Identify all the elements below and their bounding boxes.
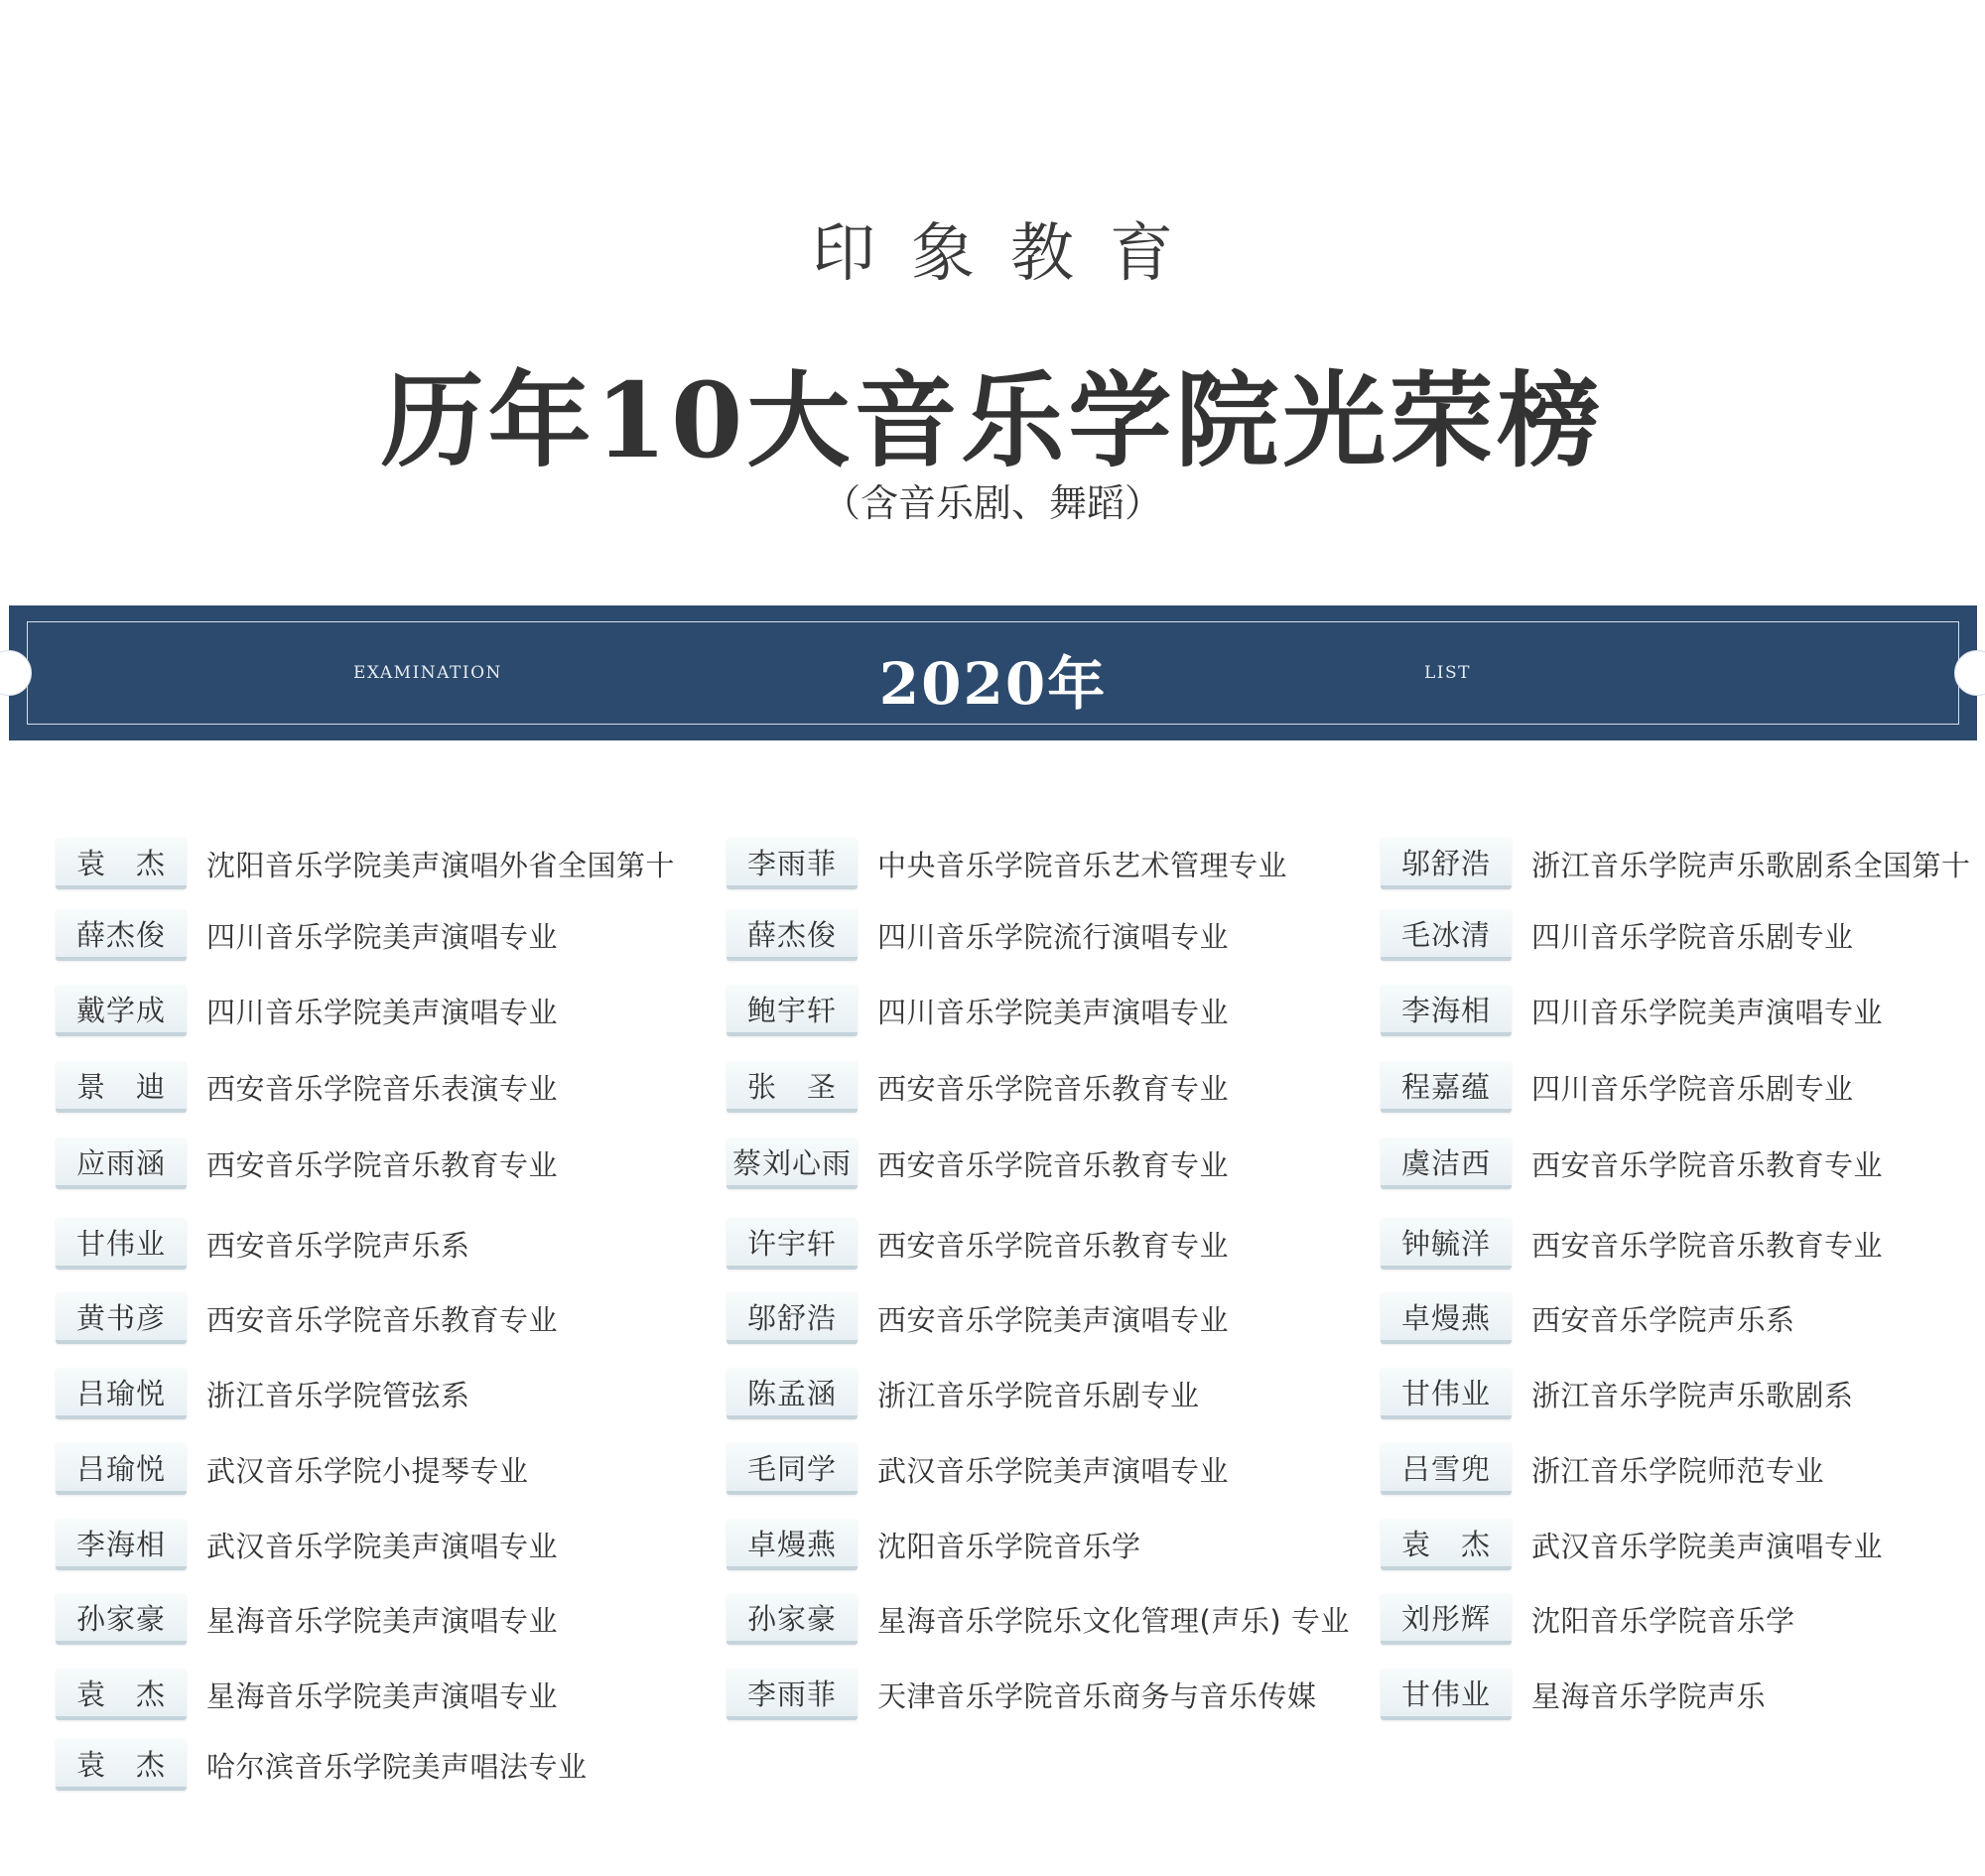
list-item	[1381, 1366, 1854, 1421]
student-name-tag: 刘彤辉	[1381, 1593, 1512, 1645]
admitted-school: 西安音乐学院美声演唱专业	[877, 1302, 1230, 1337]
student-name-tag: 毛同学	[727, 1443, 858, 1495]
list-item	[56, 1441, 529, 1497]
list-item	[56, 1517, 558, 1572]
student-name-tag: 李海相	[1381, 985, 1512, 1036]
banner-right-label: LIST	[1424, 663, 1471, 683]
student-name-tag: 孙家豪	[727, 1593, 858, 1645]
student-name-tag: 甘伟业	[1381, 1669, 1512, 1720]
admitted-school: 四川音乐学院流行演唱专业	[877, 919, 1230, 954]
student-name-tag: 邬舒浩	[1381, 838, 1512, 889]
student-name-tag: 邬舒浩	[727, 1292, 858, 1344]
list-item	[1381, 1216, 1883, 1272]
admitted-school: 武汉音乐学院美声演唱专业	[206, 1529, 559, 1563]
student-name-tag: 鲍宇轩	[727, 985, 858, 1036]
list-item	[1381, 1136, 1883, 1191]
admitted-school: 四川音乐学院音乐剧专业	[1531, 919, 1854, 954]
admitted-school: 天津音乐学院音乐商务与音乐传媒	[877, 1678, 1317, 1713]
student-name-tag: 蔡刘心雨	[727, 1138, 858, 1189]
admitted-school: 西安音乐学院音乐教育专业	[206, 1302, 559, 1337]
list-item	[1381, 836, 1971, 891]
list-item	[1381, 983, 1883, 1038]
list-item	[56, 1737, 588, 1793]
admitted-school: 武汉音乐学院美声演唱专业	[877, 1453, 1230, 1488]
list-item	[1381, 1059, 1854, 1115]
student-name-tag: 程嘉蕴	[1381, 1061, 1512, 1113]
student-name-tag: 卓熳燕	[727, 1519, 858, 1570]
student-name-tag: 陈孟涵	[727, 1368, 858, 1419]
admitted-school: 西安音乐学院音乐表演专业	[206, 1071, 559, 1106]
list-item	[727, 1136, 1229, 1191]
admitted-school: 西安音乐学院音乐教育专业	[877, 1147, 1230, 1182]
student-name-tag: 钟毓洋	[1381, 1218, 1512, 1270]
admitted-school: 星海音乐学院乐文化管理(声乐) 专业	[877, 1603, 1350, 1638]
list-item	[56, 1591, 558, 1647]
admitted-school: 沈阳音乐学院音乐学	[1531, 1603, 1795, 1638]
student-name-tag: 袁 杰	[56, 1669, 187, 1720]
list-item	[56, 1136, 558, 1191]
list-item	[727, 1517, 1141, 1572]
admitted-school: 西安音乐学院音乐教育专业	[206, 1147, 559, 1182]
list-item	[56, 836, 675, 891]
admitted-school: 武汉音乐学院美声演唱专业	[1531, 1529, 1884, 1563]
list-item	[727, 1441, 1229, 1497]
admitted-school: 星海音乐学院声乐	[1531, 1678, 1767, 1713]
list-item	[727, 1667, 1317, 1722]
student-name-tag: 吕瑜悦	[56, 1443, 187, 1495]
admitted-school: 星海音乐学院美声演唱专业	[206, 1603, 559, 1638]
admitted-school: 浙江音乐学院师范专业	[1531, 1453, 1825, 1488]
student-name-tag: 甘伟业	[56, 1218, 187, 1270]
admitted-school: 四川音乐学院美声演唱专业	[206, 919, 559, 954]
student-name-tag: 李雨菲	[727, 838, 858, 889]
student-name-tag: 许宇轩	[727, 1218, 858, 1270]
admitted-school: 哈尔滨音乐学院美声唱法专业	[206, 1749, 588, 1784]
list-item	[56, 907, 558, 963]
admitted-school: 浙江音乐学院音乐剧专业	[877, 1378, 1200, 1412]
list-item	[727, 907, 1229, 963]
banner-year: 2020年	[878, 650, 1108, 718]
list-item	[1381, 1290, 1795, 1346]
list-item	[1381, 1667, 1766, 1722]
admitted-school: 西安音乐学院音乐教育专业	[877, 1071, 1230, 1106]
list-item	[56, 1667, 558, 1722]
admitted-school: 西安音乐学院音乐教育专业	[1531, 1147, 1884, 1182]
list-item	[727, 1290, 1229, 1346]
student-name-tag: 张 圣	[727, 1061, 858, 1113]
list-item	[56, 983, 558, 1038]
student-name-tag: 薛杰俊	[56, 909, 187, 961]
student-name-tag: 甘伟业	[1381, 1368, 1512, 1419]
admitted-school: 西安音乐学院音乐教育专业	[877, 1228, 1230, 1263]
student-name-tag: 戴学成	[56, 985, 187, 1036]
admitted-school: 四川音乐学院音乐剧专业	[1531, 1071, 1854, 1106]
admitted-school: 武汉音乐学院小提琴专业	[206, 1453, 529, 1488]
student-name-tag: 李雨菲	[727, 1669, 858, 1720]
student-name-tag: 袁 杰	[56, 838, 187, 889]
brand-name: 印象教育	[812, 217, 1209, 291]
list-item	[56, 1216, 470, 1272]
list-item	[1381, 1591, 1795, 1647]
admitted-school: 沈阳音乐学院音乐学	[877, 1529, 1141, 1563]
admitted-school: 中央音乐学院音乐艺术管理专业	[877, 848, 1288, 882]
admitted-school: 西安音乐学院声乐系	[206, 1228, 470, 1263]
list-item	[56, 1366, 470, 1421]
list-item	[56, 1059, 558, 1115]
student-name-tag: 吕瑜悦	[56, 1368, 187, 1419]
year-banner	[9, 605, 1977, 740]
admitted-school: 浙江音乐学院声乐歌剧系	[1531, 1378, 1854, 1412]
admitted-school: 四川音乐学院美声演唱专业	[206, 995, 559, 1029]
admitted-school: 沈阳音乐学院美声演唱外省全国第十	[206, 848, 676, 882]
list-item	[727, 836, 1287, 891]
admitted-school: 西安音乐学院声乐系	[1531, 1302, 1795, 1337]
list-item	[56, 1290, 558, 1346]
student-name-tag: 孙家豪	[56, 1593, 187, 1645]
student-name-tag: 毛冰清	[1381, 909, 1512, 961]
list-item	[727, 1366, 1200, 1421]
admitted-school: 四川音乐学院美声演唱专业	[1531, 995, 1884, 1029]
student-name-tag: 袁 杰	[56, 1739, 187, 1791]
student-name-tag: 吕雪兜	[1381, 1443, 1512, 1495]
list-item	[727, 1216, 1229, 1272]
list-item	[727, 1059, 1229, 1115]
list-item	[1381, 1517, 1883, 1572]
admitted-school: 西安音乐学院音乐教育专业	[1531, 1228, 1884, 1263]
student-name-tag: 景 迪	[56, 1061, 187, 1113]
list-item	[1381, 907, 1854, 963]
page-subtitle: （含音乐剧、舞蹈）	[822, 481, 1162, 525]
admitted-school: 四川音乐学院美声演唱专业	[877, 995, 1230, 1029]
banner-left-label: EXAMINATION	[353, 663, 502, 683]
admitted-school: 星海音乐学院美声演唱专业	[206, 1678, 559, 1713]
student-name-tag: 李海相	[56, 1519, 187, 1570]
list-item	[727, 983, 1229, 1038]
list-item	[727, 1591, 1350, 1647]
student-name-tag: 袁 杰	[1381, 1519, 1512, 1570]
page-title: 历年10大音乐学院光荣榜	[380, 359, 1605, 481]
list-item	[1381, 1441, 1824, 1497]
student-name-tag: 卓熳燕	[1381, 1292, 1512, 1344]
admitted-school: 浙江音乐学院管弦系	[206, 1378, 470, 1412]
student-name-tag: 薛杰俊	[727, 909, 858, 961]
student-name-tag: 黄书彦	[56, 1292, 187, 1344]
student-name-tag: 应雨涵	[56, 1138, 187, 1189]
student-name-tag: 虞洁西	[1381, 1138, 1512, 1189]
admitted-school: 浙江音乐学院声乐歌剧系全国第十	[1531, 848, 1971, 882]
